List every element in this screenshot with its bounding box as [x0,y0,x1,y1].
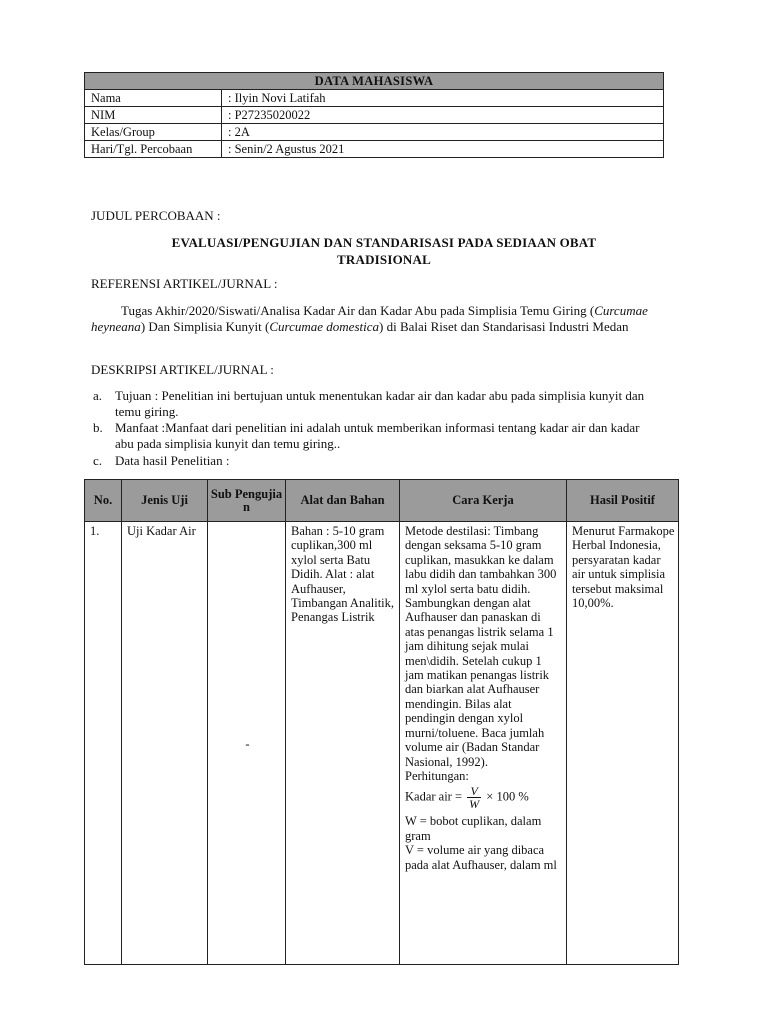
formula-denominator: W [469,797,480,812]
student-row [85,141,664,158]
column-header-sub-pengujian: Sub Pengujian [208,480,286,522]
keterangan-v: V = volume air yang dibaca pada alat Aufhauser, dalam ml [405,843,557,872]
student-value: : 2A [222,124,664,141]
referensi-italic1: Curcumae heyneana [91,303,648,334]
column-header-hasil-positif: Hasil Positif [567,480,679,522]
cell-cara-kerja [400,522,567,965]
formula-fraction [467,785,481,810]
referensi-part3: ) di Balai Riset dan Standarisasi Industri Medan [379,319,629,334]
column-header-no: No. [85,480,122,522]
list-item [93,388,653,420]
referensi-part2: ) Dan Simplisia Kunyit ( [140,319,270,334]
list-item [93,420,653,452]
results-header-row [85,480,679,522]
list-text: Data hasil Penelitian : [115,453,230,468]
list-marker: b. [93,420,103,435]
cell-jenis-uji: Uji Kadar Air [122,522,208,965]
table-row [85,522,679,965]
column-header-jenis-uji: Jenis Uji [122,480,208,522]
perhitungan-label: Perhitungan: [405,768,469,783]
student-label: Hari/Tgl. Percobaan [85,141,222,158]
referensi-label: REFERENSI ARTIKEL/JURNAL : [91,276,278,291]
student-label: Kelas/Group [85,124,222,141]
list-text: Manfaat :Manfaat dari penelitian ini adalah untuk memberikan informasi tentang kadar air dan kadar abu pada simplisia kunyit dan temu giring.. [115,420,640,451]
judul-label: JUDUL PERCOBAAN : [91,208,221,223]
student-data-header: DATA MAHASISWA [85,73,664,90]
experiment-title-line1: EVALUASI/PENGUJIAN DAN STANDARISASI PADA SEDIAAN OBAT [171,235,597,250]
list-marker: a. [93,388,103,403]
student-data-table [84,72,664,158]
student-row [85,124,664,141]
cell-alat-bahan: Bahan : 5-10 gram cuplikan,300 ml xylol serta Batu Didih. Alat : alat Aufhauser, Timbangan Analitik, Penangas Listrik [286,522,400,965]
student-row [85,107,664,124]
student-value: : Senin/2 Agustus 2021 [222,141,664,158]
list-text: Tujuan : Penelitian ini bertujuan untuk menentukan kadar air dan kadar abu pada simplisia kunyit dan temu giring. [115,388,645,419]
student-label: Nama [85,90,222,107]
student-value: : Ilyin Novi Latifah [222,90,664,107]
formula-suffix: × 100 % [486,789,529,804]
results-table [84,479,679,965]
student-row [85,90,664,107]
referensi-italic2: Curcumae domestica [269,319,379,334]
experiment-title-line2: TRADISIONAL [337,252,431,267]
formula-prefix: Kadar air = [405,789,463,804]
list-item [93,453,653,469]
cara-kerja-text: Metode destilasi: Timbang dengan seksama 5-10 gram cuplikan, masukkan ke dalam labu didih dan tambahkan 300 ml xylol serta batu didih. Sambungkan dengan alat Aufhauser dan panaskan di atas penangas listrik selama 1 jam dihitung sejak mulai men\didih. Setelah cukup 1 jam matikan penangas listrik dan biarkan alat Aufhauser mendingin. Bilas alat pendingin dengan xylol murni/toluene. Baca jumlah volume air (Badan Standar Nasional, 1992). [405,524,557,769]
keterangan-w: W = bobot cuplikan, dalam gram [405,814,542,843]
student-value: : P27235020022 [222,107,664,124]
cell-sub-pengujian: - [208,522,286,965]
referensi-part1: Tugas Akhir/2020/Siswati/Analisa Kadar Air dan Kadar Abu pada Simplisia Temu Giring ( [121,303,595,318]
list-marker: c. [93,453,103,468]
kadar-air-formula [405,785,563,810]
column-header-alat-bahan: Alat dan Bahan [286,480,400,522]
student-label: NIM [85,107,222,124]
formula-numerator: V [467,785,481,798]
cell-hasil-positif: Menurut Farmakope Herbal Indonesia, persyaratan kadar air untuk simplisia tersebut maksimal 10,00%. [567,522,679,965]
cell-no: 1. [85,522,122,965]
referensi-text [91,303,671,335]
column-header-cara-kerja: Cara Kerja [400,480,567,522]
deskripsi-label: DESKRIPSI ARTIKEL/JURNAL : [91,362,274,377]
